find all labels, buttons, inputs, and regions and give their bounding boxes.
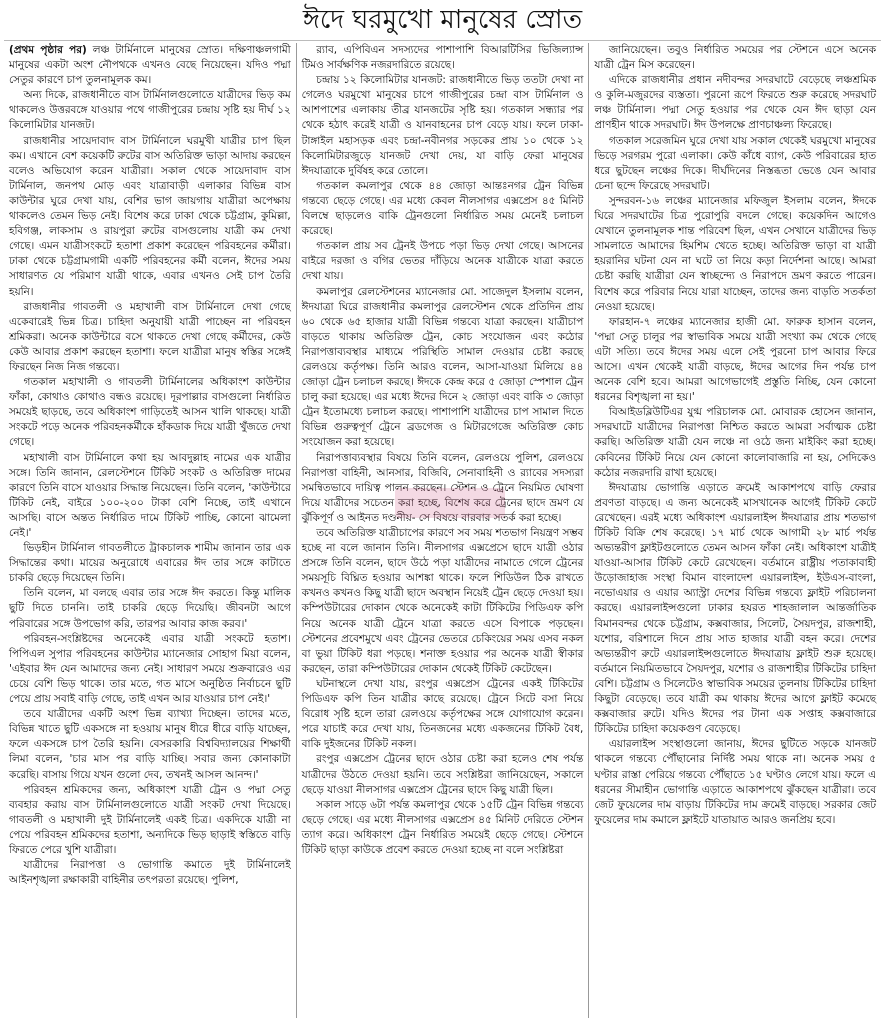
paragraph <box>9 858 291 888</box>
paragraph <box>302 752 584 797</box>
paragraph-text: অন্য দিকে, রাজধানীতে বাস টার্মিনালগুলোতে যাত্রীদের ভিড় কম থাকলেও উত্তরবঙ্গে যাওয়ার পথে গাজীপুরের চন্দ্রায় সৃষ্টি হয় দীর্ঘ ১২ কিলোমিটার যানজট। <box>9 89 291 132</box>
paragraph-text: রংপুর এক্সপ্রেস ট্রেনের ছাদে ওঠার চেষ্টা করা হলেও শেষ পর্যন্ত যাত্রীদের উঠতে দেওয়া হয়নি। তবে সংশ্লিষ্টরা জানিয়েছেন, সকালে ছেড়ে যাওয়া নীলসাগর এক্সপ্রেস ট্রেনের ছাদে কিছু যাত্রী ছিল। <box>301 753 584 796</box>
paragraph-text: মহাখালী বাস টার্মিনালে কথা হয় আবদুল্লাহ নামের এক যাত্রীর সঙ্গে। তিনি জানান, রেলস্টেশনে টিকিট সংকট ও অতিরিক্ত দামের কারণে তিনি বাসে যাওয়ার সিদ্ধান্ত নিয়েছেন। তিনি বলেন, 'কাউন্টারে টিকিট নেই, বাইরে ১০০-২০০ টাকা বেশি নিচ্ছে, তাই এখানে আসছি। বাসে অন্তত নির্ধারিত দামে টিকিট পাচ্ছি, কোনো ঝামেলা নেই।' <box>9 451 291 539</box>
paragraph-text: বিআইডব্লিউটিএর যুগ্ম পরিচালক মো. মোবারক হোসেন জানান, সদরঘাটে যাত্রীদের নিরাপত্তা নিশ্চিত করতে আমরা সর্বাত্মক চেষ্টা করছি। অতিরিক্ত যাত্রী যেন লঞ্চে না ওঠে জন্য মাইকিং করা হচ্ছে। কেবিনের টিকিট নিয়ে যেন কোনো কালোবাজারি না হয়, সেদিকেও কঠোর নজরদারি রাখা হয়েছে। <box>594 406 877 479</box>
paragraph <box>594 194 876 315</box>
paragraph-text: লঞ্চ টার্মিনালে মানুষের স্রোত। দক্ষিণাঞ্চলগামী মানুষের একটা অংশ নৌপথকে এখনও বেছে নিয়েছেন। যদিও পদ্মা সেতুর কারণে চাপ তুলনামূলক কম। <box>9 44 291 87</box>
article-body <box>0 41 885 1018</box>
paragraph-text: চন্দ্রায় ১২ কিলোমিটার যানজট: রাজধানীতে ভিড় ততটা দেখা না গেলেও ঘরমুখো মানুষের চাপে গাজীপুরের চন্দ্রা বাস টার্মিনাল ও আশপাশের এলাকায় তীব্র যানজটের সৃষ্টি হয়। গতকাল সন্ধ্যার পর থেকে হঠাৎ করেই যাত্রী ও যানবাহনের চাপ বেড়ে যায়। ফলে ঢাকা-টাঙ্গাইল মহাসড়ক এবং চন্দ্রা-নবীনগর সড়কের প্রায় ১০ থেকে ১২ কিলোমিটারজুড়ে যানজট দেখা দেয়, যা বাড়ি ফেরা মানুষের ঈদযাত্রাকে দুর্বিষহ করে তোলে। <box>301 74 584 177</box>
paragraph-text: ফারহান-৭ লঞ্চের ম্যানেজার হাজী মো. ফারুক হাসান বলেন, 'পদ্মা সেতু চালুর পর স্বাভাবিক সময়ে যাত্রী সংখ্যা কম থেকে গেছে এটা সত্যি। তবে ঈদের সময় এলে সেই পুরনো চাপ আবার ফিরে আসে। এখন থেকেই যাত্রী বাড়ছে, ঈদের আগের দিন পর্যন্ত চাপ অনেক বেশি হবে। আমরা আগেভাগেই প্রস্তুতি নিচ্ছি, যেন কোনো ধরনের বিশৃঙ্খলা না হয়।' <box>594 315 877 404</box>
paragraph <box>594 481 876 738</box>
paragraph-text: পরিবহন শ্রমিকদের জন্য, অধিকাংশ যাত্রী ট্রেন ও পদ্মা সেতু ব্যবহার করায় বাস টার্মিনালগুলোতে যাত্রী সংকট দেখা দিয়েছে। গাবতলী ও মহাখালী দুই টার্মিনালেই একই চিত্র। একদিকে যাত্রী না পেয়ে পরিবহন শ্রমিকদের হতাশা, অন্যদিকে ভিড় ছাড়াই স্বস্তিতে বাড়ি ফিরতে পেরে খুশি যাত্রীরা। <box>9 783 291 856</box>
paragraph <box>9 88 291 133</box>
paragraph <box>594 73 876 133</box>
paragraph-text: ভিড়হীন টার্মিনাল গাবতলীতে ট্রাকচালক শামীম জানান তার এক সিদ্ধান্তের কথা। মায়ের অনুরোধে এবারের ঈদ তার সঙ্গে কাটাতে চাকরি ছেড়ে দিয়েছেন তিনি। <box>9 542 291 585</box>
paragraph-text: ঘটনাস্থলে দেখা যায়, রংপুর এক্সপ্রেস ট্রেনের একই টিকিটের পিডিএফ কপি তিন যাত্রীর কাছে রয়েছে। ট্রেনে সিটে বসা নিয়ে বিরোধ সৃষ্টি হলে তারা রেলওয়ে কর্তৃপক্ষের সঙ্গে যোগাযোগ করেন। পরে যাচাই করে দেখা যায়, তিনজনের মধ্যে একজনের টিকিট বৈধ, বাকি দুইজনের টিকিট নকল। <box>301 677 584 751</box>
paragraph-text: গতকাল প্রায় সব ট্রেনই উপচে পড়া ভিড় দেখা গেছে। আসনের বাইরে দরজা ও বগির ভেতর দাঁড়িয়ে অনেক যাত্রীকে যাত্রা করতে দেখা যায়। <box>301 240 584 283</box>
paragraph-text: ঈদযাত্রায় ভোগান্তি এড়াতে ক্রমেই আকাশপথে বাড়ি ফেরার প্রবণতা বাড়ছে। এ জন্য অনেকেই মাসখানেক আগেই টিকিট কেটে রেখেছেন। এরই মধ্যে অধিকাংশ এয়ারলাইন্স ঈদযাত্রার প্রায় শতভাগ টিকিট বিক্রি শেষ করেছে। ১৭ মার্চ থেকে আগামী ২৮ মার্চ পর্যন্ত অভ্যন্তরীণ ফ্লাইটগুলোতে তেমন আসন ফাঁকা নেই। অধিকাংশ যাত্রীই যাওয়া-আসার টিকিট কেটে রেখেছেন। বর্তমানে রাষ্ট্রীয় পতাকাবাহী উড়োজাহাজ সংস্থা বিমান বাংলাদেশ এয়ারলাইন্স, ইউএস-বাংলা, নভোএয়ার ও এয়ার অ্যাস্ট্রা দেশের বিভিন্ন গন্তব্যে ফ্লাইট পরিচালনা করছে। এয়ারলাইন্সগুলো ঢাকার হযরত শাহজালাল আন্তর্জাতিক বিমানবন্দর থেকে চট্টগ্রাম, কক্সবাজার, সিলেট, সৈয়দপুর, রাজশাহী, যশোর, বরিশালে দিনে প্রায় সাত হাজার যাত্রী বহন করে। দেশের অভ্যন্তরীণ রুটে এয়ারলাইন্সগুলোতে ঈদযাত্রায় ফ্লাইট শুরু হয়েছে। বর্তমানে নিয়মিতভাবে সৈয়দপুর, যশোর ও রাজশাহীর টিকিটের চাহিদা বেশি। চট্টগ্রাম ও সিলেটেও স্বাভাবিক সময়ের তুলনায় টিকিটের চাহিদা কিছুটা বেড়েছে। তবে যাত্রী কম থাকায় ঈদের আগে ফ্লাইট কমেছে কক্সবাজার রুটে। যদিও ঈদের পর টানা এক সপ্তাহ কক্সবাজারে টিকিটের চাহিদা কয়েকগুণ বেড়েছে। <box>594 481 877 736</box>
paragraph-text: গতকাল মহাখালী ও গাবতলী টার্মিনালের অধিকাংশ কাউন্টার ফাঁকা, কোথাও কোথাও বন্ধও রয়েছে। দূরপাল্লার বাসগুলো নির্ধারিত সময়েই ছাড়ছে, তবে অধিকাংশ গাড়িতেই আসন খালি থাকছে। যাত্রী সংকটে পড়ে অনেক পরিবহনকর্মীকে হাঁকডাক দিয়ে যাত্রী খুঁজতে দেখা গেছে। <box>9 376 291 449</box>
paragraph <box>9 375 291 450</box>
paragraph-text: কমলাপুর রেলস্টেশনের ম্যানেজার মো. সাজেদুল ইসলাম বলেন, ঈদযাত্রা ঘিরে রাজধানীর কমলাপুর রেলস্টেশন থেকে প্রতিদিন প্রায় ৬০ থেকে ৬৫ হাজার যাত্রী বিভিন্ন গন্তব্যে যাত্রা করছেন। যাত্রীচাপ বাড়তে থাকায় অতিরিক্ত ট্রেন, কোচ সংযোজন এবং কঠোর নিরাপত্তাব্যবস্থার মাধ্যমে পরিস্থিতি সামাল দেওয়ার চেষ্টা করছে রেলওয়ে কর্তৃপক্ষ। তিনি আরও বলেন, আসা-যাওয়া মিলিয়ে ৪৪ জোড়া ট্রেন চলাচল করছে। ঈদকে কেন্দ্র করে ৫ জোড়া স্পেশাল ট্রেন চালু করা হয়েছে। এর মধ্যে ঈদের দিনে ২ জোড়া এবং বাকি ৩ জোড়া ট্রেন ইতোমধ্যে চলাচল করছে। পাশাপাশি যাত্রীদের চাপ সামাল দিতে বিভিন্ন গুরুত্বপূর্ণ ট্রেনে ব্রডগেজ ও মিটারগেজে অতিরিক্ত কোচ সংযোজন করা হয়েছে। <box>301 285 584 449</box>
paragraph <box>302 73 584 179</box>
paragraph-text: যাত্রীদের নিরাপত্তা ও ভোগান্তি কমাতে দুই টার্মিনালেই আইনশৃঙ্খলা রক্ষাকারী বাহিনীর তৎপরতা রয়েছে। পুলিশ, <box>9 859 291 887</box>
paragraph-text: রাজধানীর সায়েদাবাদ বাস টার্মিনালে ঘরমুখী যাত্রীর চাপ ছিল কম। এখানে বেশ কয়েকটি রুটের বাস অতিরিক্ত ভাড়া আদায় করছেন বলেও অভিযোগ করেন যাত্রীরা। সকাল থেকে সায়েদাবাদ বাস টার্মিনাল, জনপথ মোড় এবং যাত্রাবাড়ী এলাকার বিভিন্ন বাস কাউন্টার ঘুরে দেখা যায়, বেশির ভাগ জায়গায় যাত্রীরা অপেক্ষায় থাকলেও তেমন ভিড় নেই। বিশেষ করে ঢাকা থেকে চট্টগ্রাম, কুমিল্লা, হবিগঞ্জ, লাকসাম ও রায়পুরা রুটের বাসগুলোয় যাত্রী কম দেখা গেছে। এমন যাত্রীসংকটে হতাশা প্রকাশ করেছেন পরিবহনের কর্মীরা। ঢাকা থেকে চট্টগ্রামগামী একটি পরিবহনের কর্মী বলেন, ঈদের সময় সাধারণত যে পরিমাণ যাত্রী থাকে, এবার এখনও সেই চাপ তৈরি হয়নি। <box>9 134 291 298</box>
paragraph <box>302 285 584 451</box>
paragraph-text: জানিয়েছেন। তবুও নির্ধারিত সময়ের পর স্টেশনে এসে অনেক যাত্রী ট্রেন মিস করেছেন। <box>594 44 877 72</box>
paragraph <box>9 783 291 858</box>
paragraph <box>302 451 584 526</box>
paragraph-text: নিরাপত্তাব্যবস্থার বিষয়ে তিনি বলেন, রেলওয়ে পুলিশ, রেলওয়ে নিরাপত্তা বাহিনী, আনসার, বিজিবি, সেনাবাহিনী ও র‍্যাবের সদস্যরা সমন্বিতভাবে দায়িত্ব পালন করছেন। স্টেশন ও ট্রেনে নিয়মিত ঘোষণা দিয়ে যাত্রীদের সচেতন করা হচ্ছে, বিশেষ করে ট্রেনের ছাদে ভ্রমণ যে ঝুঁকিপূর্ণ ও আইনত দণ্ডনীয়- সে বিষয়ে বারবার সতর্ক করা হচ্ছে। <box>301 451 584 524</box>
paragraph-text: রাজধানীর গাবতলী ও মহাখালী বাস টার্মিনালে দেখা গেছে একেবারেই ভিন্ন চিত্র। চাহিদা অনুযায়ী যাত্রী পাচ্ছেন না পরিবহন শ্রমিকরা। অনেক কাউন্টারে বসে থাকতে দেখা গেছে কর্মীদের, কেউ কেউ আবার প্রকাশ করছেন হতাশা। ফলে যাত্রীরা মানুষ স্বস্তির সঙ্গেই ফিরছেন নিজ নিজ গন্তব্যে। <box>9 300 291 373</box>
paragraph-text: তিনি বলেন, মা বলছে এবার তার সঙ্গে ঈদ করতে। কিন্তু মালিক ছুটি দিতে চাননি। তাই চাকরি ছেড়ে দিয়েছি। জীবনটা আগে পরিবারের সঙ্গে উপভোগ করি, তারপর আবার কাজ করব।' <box>9 587 291 630</box>
paragraph-text: এদিকে রাজধানীর প্রধান নদীবন্দর সদরঘাটে বেড়েছে লঞ্চশ্রমিক ও কুলি-মজুরদের ব্যস্ততা। পুরনো রূপে ফিরতে শুরু করেছে সদরঘাট লঞ্চ টার্মিনাল। পদ্মা সেতু হওয়ার পর থেকে যেন ঈদ ছাড়া যেন প্রাণহীন থাকে সদরঘাট। ঈদ উপলক্ষে প্রাণচাঞ্চল্য ফিরেছে। <box>594 74 877 132</box>
continuation-label: (প্রথম পৃষ্ঠার পর) <box>9 44 87 56</box>
paragraph <box>302 798 584 858</box>
paragraph <box>594 405 876 480</box>
paragraph-text: তবে অতিরিক্ত যাত্রীচাপের কারণে সব সময় শতভাগ নিয়ন্ত্রণ সম্ভব হচ্ছে না বলে জানান তিনি। নীলসাগর এক্সপ্রেসে ছাদে যাত্রী ওঠার প্রসঙ্গে তিনি বলেন, ছাদে উঠে পড়া যাত্রীদের নামাতে গেলে ট্রেনের সময়সূচি বিঘ্নিত হওয়ার আশঙ্কা থাকে। ফলে শিডিউল ঠিক রাখতে কখনও কখনও কিছু যাত্রী ছাদে অবস্থান নিয়েই ট্রেন ছেড়ে দেওয়া হয়। কম্পিউটারের দোকান থেকে অনেকেই কাটা টিকিটের পিডিএফ কপি নিয়ে অনেক যাত্রী ট্রেনে যাত্রা করতে এসে বিপাকে পড়ছেন। স্টেশনের প্রবেশমুখে এবং ট্রেনের ভেতরে চেকিংয়ের সময় এসব নকল বা ভুয়া টিকিট ধরা পড়ছে। শনাক্ত হওয়ার পর অনেক যাত্রী স্বীকার করছেন, তারা কম্পিউটারের দোকান থেকেই টিকিট কেটেছেন। <box>301 527 584 675</box>
paragraph <box>9 541 291 586</box>
paragraph <box>594 737 876 828</box>
paragraph <box>594 43 876 73</box>
paragraph-text: পরিবহন-সংশ্লিষ্টদের অনেকেই এবার যাত্রী সংকটে হতাশ। পিপিএল সুপার পরিবহনের কাউন্টার ম্যানেজার সোহাগ মিয়া বলেন, 'এইবার ঈদ যেন আমাদের জন্য নেই। সাধারণ সময়ে শুক্রবারেও এর চেয়ে বেশি ভিড় থাকে। তার মতে, গত মাসে অনুষ্ঠিত নির্বাচনে ছুটি পেয়ে প্রায় সবাই বাড়ি গেছে, তাই এখন আর যাওয়ার চাপ নেই।' <box>9 632 291 706</box>
paragraph <box>9 632 291 707</box>
column-2 <box>296 43 589 1018</box>
paragraph <box>9 43 291 88</box>
paragraph <box>302 43 584 73</box>
column-3 <box>588 43 881 1018</box>
paragraph-text: তবে যাত্রীদের একটি অংশ ভিন্ন ব্যাখ্যা দিচ্ছেন। তাদের মতে, বিভিন্ন খাতে ছুটি একসঙ্গে না হওয়ায় মানুষ ধীরে ধীরে বাড়ি যাচ্ছেন, ফলে একসঙ্গে চাপ তৈরি হয়নি। বেসরকারি বিশ্ববিদ্যালয়ের শিক্ষার্থী লিমা বলেন, 'চার মাস পর বাড়ি যাচ্ছি। সবার জন্য কোনাকাটা করেছি। বাসায় গিয়ে যখন গুলো দেব, তখনই আসল আনন্দ।' <box>9 708 291 781</box>
headline: ঈদে ঘরমুখো মানুষের স্রোত <box>4 0 881 41</box>
column-1 <box>4 43 296 1018</box>
paragraph <box>302 239 584 284</box>
paragraph <box>302 179 584 239</box>
paragraph <box>9 134 291 300</box>
paragraph <box>594 315 876 406</box>
paragraph-text: র‍্যাব, এপিবিএন সদস্যদের পাশাপাশি বিআরটিসির ভিজিল্যান্স টিমও সার্বক্ষণিক নজরদারিতে রয়েছে। <box>301 44 584 72</box>
paragraph <box>9 300 291 375</box>
paragraph <box>594 134 876 194</box>
paragraph <box>9 707 291 782</box>
paragraph-text: গতকাল কমলাপুর থেকে ৪৪ জোড়া আন্তঃনগর ট্রেন বিভিন্ন গন্তব্যে ছেড়ে গেছে। এর মধ্যে কেবল নীলসাগর এক্সপ্রেস ৪৫ মিনিট বিলম্বে ছাড়লেও বাকি ট্রেনগুলো নির্ধারিত সময় মেনেই চলাচল করেছে। <box>301 179 584 238</box>
paragraph-text: এয়ারলাইন্স সংস্থাগুলো জানায়, ঈদের ছুটিতে সড়কে যানজট থাকলে গন্তব্যে পৌঁছানোর নির্দিষ্ট সময় থাকে না। অনেক সময় ৫ ঘণ্টার রাস্তা পেরিয়ে গন্তব্যে পৌঁছাতে ১৫ ঘণ্টাও লেগে যায়। ফলে এ ধরনের সীমাহীন ভোগান্তি এড়াতে আকাশপথে ঝুঁকছেন যাত্রীরা। তবে জেট ফুয়েলের দাম বাড়ায় টিকিটের দাম ক্রমেই বাড়ছে। সরকার জেট ফুয়েলের দাম কমালে ফ্লাইটে যাতায়াত আরও জনপ্রিয় হবে। <box>594 738 877 826</box>
paragraph <box>9 451 291 542</box>
paragraph-text: সুন্দরবন-১৬ লঞ্চের ম্যানেজার মফিজুল ইসলাম বলেন, ঈদকে ঘিরে সদরঘাটের চিত্র পুরোপুরি বদলে গেছে। কয়েকদিন আগেও যেখানে তুলনামূলক শান্ত পরিবেশ ছিল, এখন সেখানে যাত্রীদের ভিড় সামলাতে আমাদের হিমশিম খেতে হচ্ছে। অতিরিক্ত ভাড়া বা যাত্রী হয়রানির ঘটনা যেন না ঘটে তা নিয়ে কড়া নির্দেশনা আছে। আমরা চেষ্টা করছি যাত্রীরা যেন স্বাচ্ছন্দ্যে ও নিরাপদে ভ্রমণ করতে পারেন। বিশেষ করে পরিবার নিয়ে যারা যাচ্ছেন, তাদের জন্য বাড়তি সতর্কতা নেওয়া হয়েছে। <box>594 194 877 313</box>
paragraph <box>9 586 291 631</box>
paragraph-text: গতকাল সরেজমিন ঘুরে দেখা যায় সকাল থেকেই ঘরমুখো মানুষের ভিড়ে সরগরম পুরো এলাকা। কেউ কাঁধে ব্যাগ, কেউ পরিবারের হাত ধরে ছুটছেন লঞ্চের দিকে। দীর্ঘদিনের নিস্তব্ধতা ভেঙে যেন আবার চেনা ছন্দে ফিরেছে সদরঘাট। <box>594 134 877 192</box>
paragraph <box>302 526 584 677</box>
paragraph-text: সকাল সাড়ে ৬টা পর্যন্ত কমলাপুর থেকে ১৫টি ট্রেন বিভিন্ন গন্তব্যে ছেড়ে গেছে। এর মধ্যে নীলসাগর এক্সপ্রেস ৪৫ মিনিট দেরিতে স্টেশন ত্যাগ করে। অধিকাংশ ট্রেন নির্ধারিত সময়েই ছেড়ে গেছে। স্টেশনে টিকিট ছাড়া কাউকে প্রবেশ করতে দেওয়া হচ্ছে না বলে সংশ্লিষ্টরা <box>301 798 584 856</box>
paragraph <box>302 677 584 752</box>
